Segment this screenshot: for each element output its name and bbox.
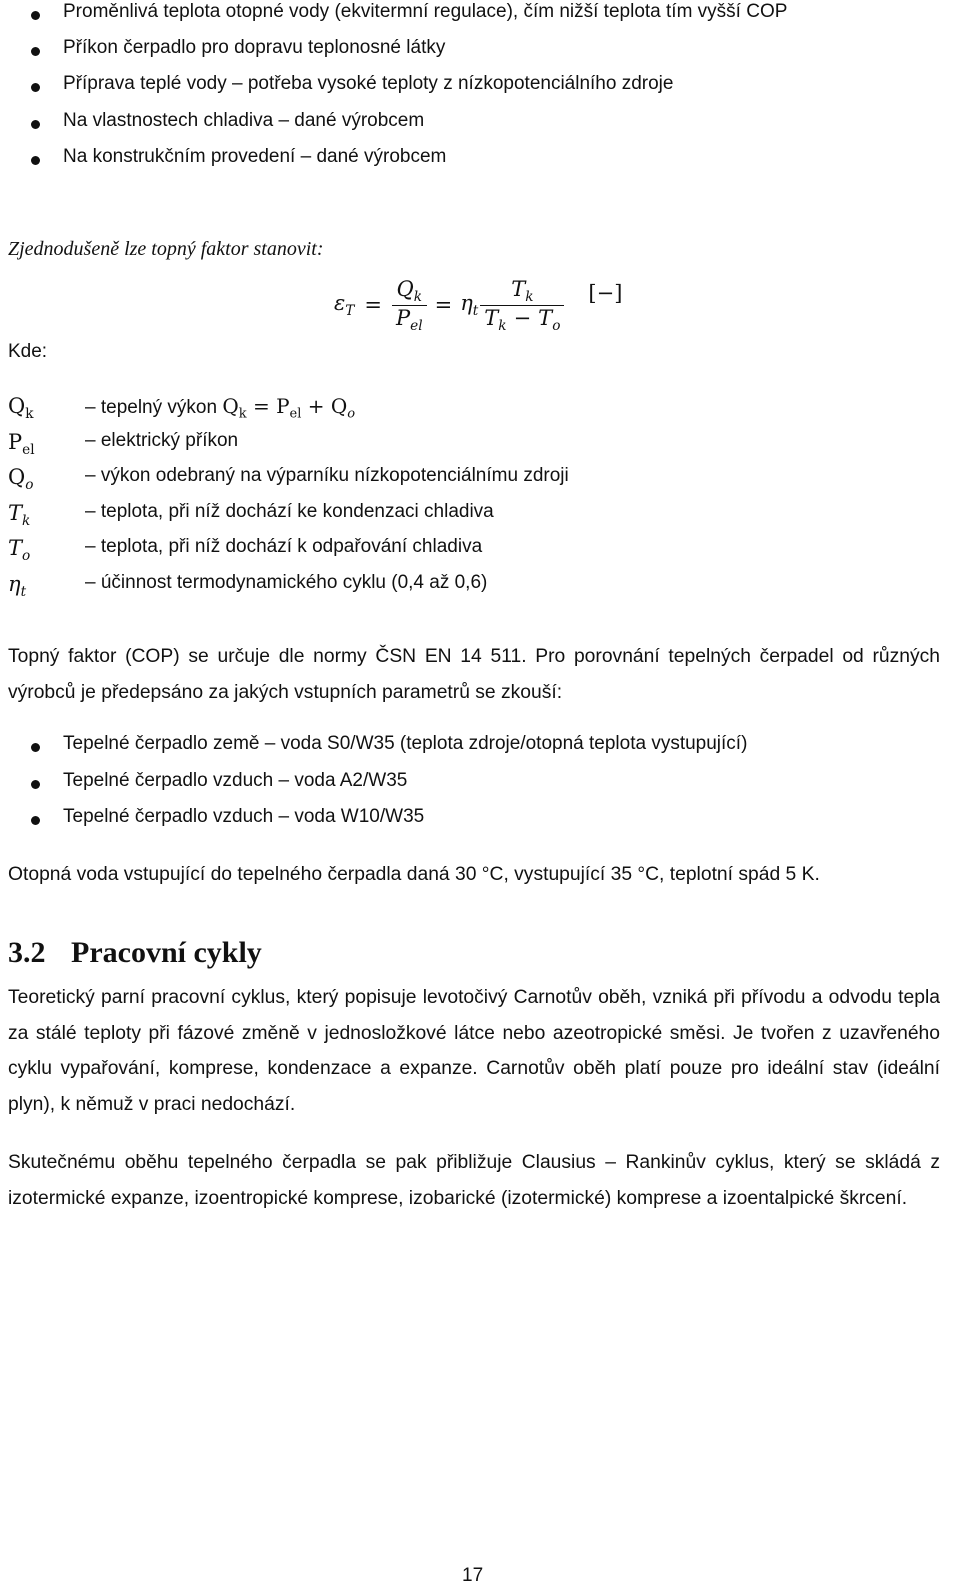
formula-fraction-q-p: $\frac{Q_k}{P_{el}}$ [392, 277, 427, 334]
list-item [63, 733, 747, 755]
definition-text: – výkon odebraný na výparníku nízkopotenciálnímu zdroji [85, 465, 569, 486]
bullet-text: Příprava teplé vody – potřeba vysoké teploty z nízkopotenciálního zdroje [63, 73, 674, 94]
bullet-dot-icon [31, 120, 40, 129]
definition-symbol: $T_k$ [8, 501, 31, 529]
formula-unit: [−] [588, 281, 623, 305]
section-number: 3.2 [8, 936, 46, 969]
bullet-text: Proměnlivá teplota otopné vody (ekvitermní regulace), čím nižší teplota tím vyšší COP [63, 1, 788, 22]
list-item [63, 73, 673, 95]
list-item [63, 110, 424, 132]
bullet-dot-icon [31, 156, 40, 165]
formula-equals: = [434, 293, 453, 317]
bullet-dot-icon [31, 83, 40, 92]
definition-symbol: $T_o$ [8, 536, 31, 564]
definition-text: – účinnost termodynamického cyklu (0,4 až 0,6) [85, 572, 488, 593]
where-label: Kde: [8, 341, 48, 362]
paragraph-cycle: Teoretický parní pracovní cyklus, který popisuje levotočivý Carnotův oběh, vzniká při přívodu a odvodu tepla za stálé teploty při fázové změně v jednosložkové látce nebo azeotropické směsi. Je tvořen z uzavřeného cyklu vypařování, komprese, kondenzace a expanze. Carnotův oběh platí pouze pro ideální stav (ideální plyn), k němuž v praci nedochází. [8, 987, 940, 1115]
list-item [63, 1, 787, 23]
bullet-text: Na vlastnostech chladiva – dané výrobcem [63, 110, 425, 131]
bullet-dot-icon [31, 780, 40, 789]
bullet-dot-icon [31, 47, 40, 56]
cop-formula [334, 270, 622, 340]
section-title: Pracovní cykly [71, 936, 262, 969]
definition-symbol: $Q_o$ [8, 465, 34, 493]
list-item [63, 770, 407, 792]
bullet-dot-icon [31, 743, 40, 752]
paragraph-cop: Topný faktor (COP) se určuje dle normy ČSN EN 14 511. Pro porovnání tepelných čerpadel od různých výrobců je předepsáno za jakých vstupních parametrů se zkouší: [8, 646, 940, 703]
formula-intro: Zjednodušeně lze topný faktor stanovit: [8, 238, 324, 260]
formula-eta: $\eta_t$ [460, 291, 479, 319]
bullet-text: Tepelné čerpadlo země – voda S0/W35 (teplota zdroje/otopná teplota vystupující) [63, 733, 748, 754]
definition-text: – teplota, při níž dochází ke kondenzaci chladiva [85, 501, 494, 522]
formula-equals: = [364, 293, 382, 317]
paragraph-otopna-voda: Otopná voda vstupující do tepelného čerpadla daná 30 °C, vystupující 35 °C, teplotní spád 5 K. [8, 864, 820, 885]
formula-fraction-temps: $\frac{T_k}{T_k - T_o}$ [480, 277, 564, 334]
bullet-text: Tepelné čerpadlo vzduch – voda A2/W35 [63, 770, 408, 791]
definition-symbol: $\eta_t$ [8, 572, 27, 600]
list-item [63, 806, 424, 828]
formula-lhs: $\varepsilon_T$ [334, 291, 355, 319]
list-item [63, 146, 446, 168]
list-item [63, 37, 445, 59]
section-heading [8, 936, 262, 970]
page-number: 17 [462, 1565, 484, 1586]
bullet-text: Příkon čerpadlo pro dopravu teplonosné látky [63, 37, 446, 58]
definition-symbol: $Q_k$ [8, 394, 34, 422]
bullet-dot-icon [31, 11, 40, 20]
bullet-dot-icon [31, 816, 40, 825]
definition-text: – teplota, při níž dochází k odpařování chladiva [85, 536, 483, 557]
bullet-text: Tepelné čerpadlo vzduch – voda W10/W35 [63, 806, 425, 827]
definition-text: – elektrický příkon [85, 430, 239, 451]
paragraph-clausius: Skutečnému oběhu tepelného čerpadla se pak přibližuje Clausius – Rankinův cyklus, který se skládá z izotermické expanze, izoentropické komprese, izobarické (izotermické) komprese a izoentalpické škrcení. [8, 1152, 940, 1209]
bullet-text: Na konstrukčním provedení – dané výrobcem [63, 146, 447, 167]
definition-symbol: $P_{el}$ [8, 430, 35, 458]
definition-equation: $Q_k = P_{el} + Q_o$ [222, 394, 356, 422]
definition-text: – tepelný výkon $Q_k = P_{el} + Q_o$ [85, 394, 356, 422]
